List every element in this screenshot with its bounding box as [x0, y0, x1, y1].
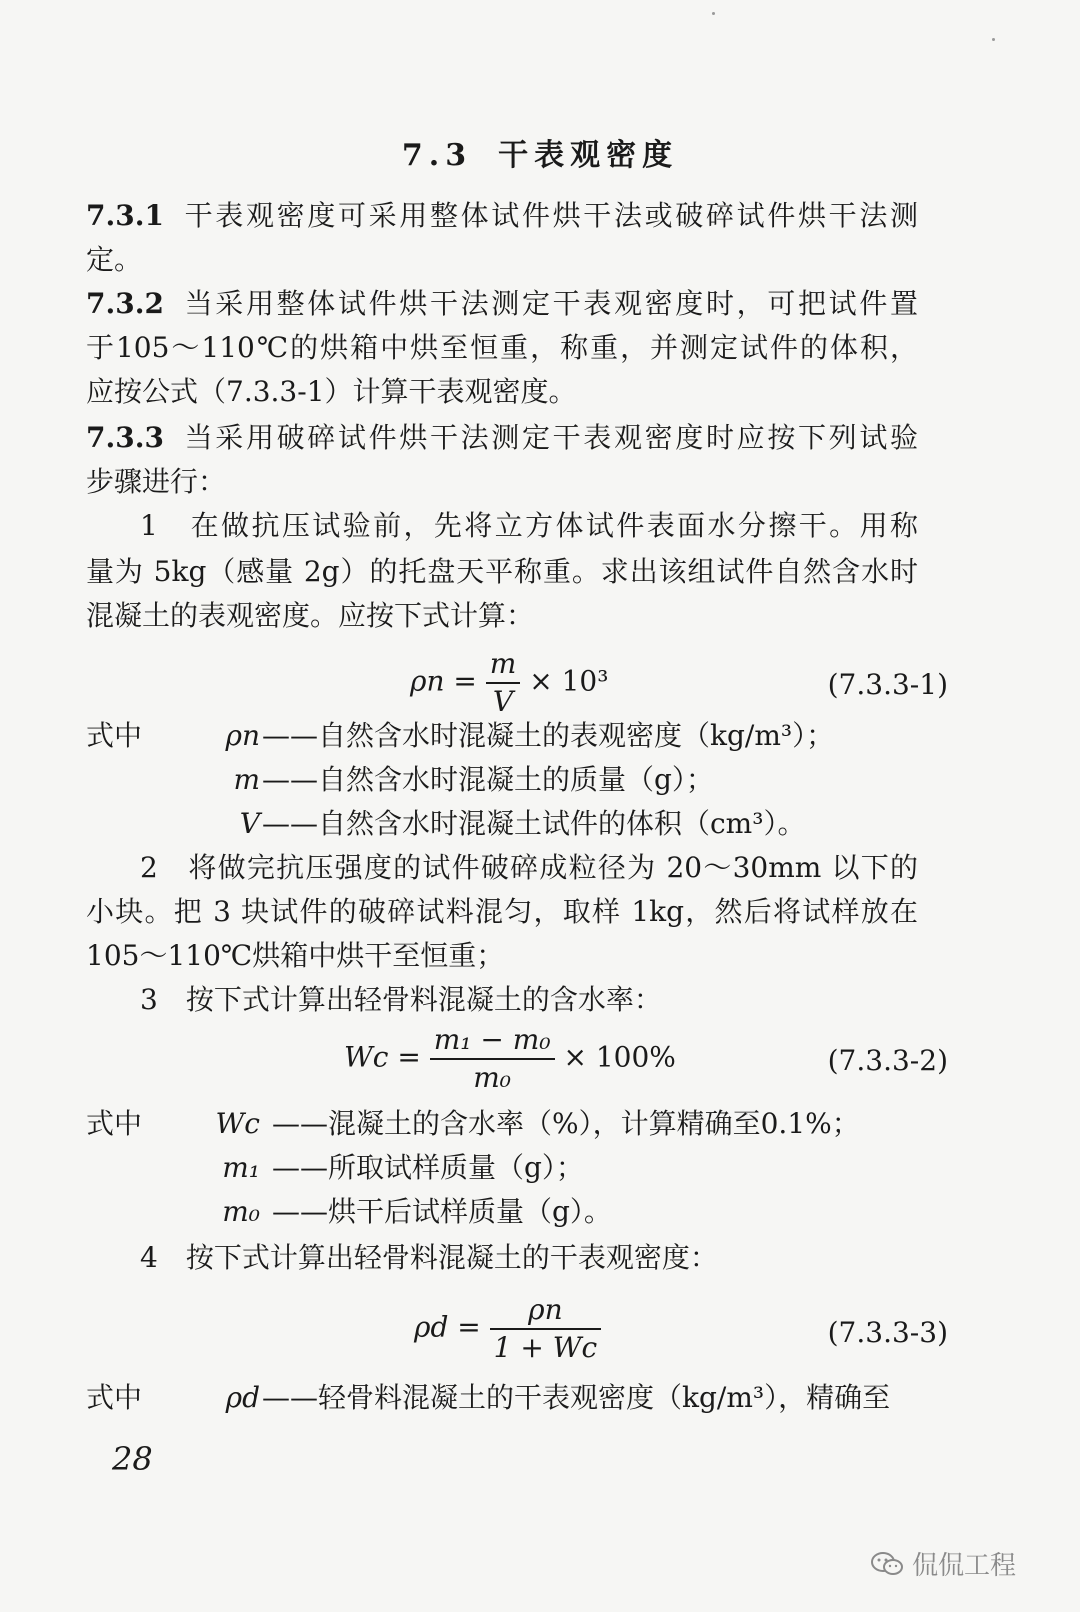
clause-text: 干表观密度可采用整体试件烘干法或破碎试件烘干法测 — [181, 199, 918, 232]
scan-speck — [992, 38, 995, 41]
symbol-wc: Wc — [215, 1107, 260, 1140]
section-title: 干表观密度 — [498, 138, 679, 173]
definition-m1: ——所取试样质量（g）； — [272, 1151, 584, 1184]
clause-7-3-1-line-1 — [86, 196, 918, 236]
wechat-icon — [870, 1551, 904, 1577]
clause-number: 7.3.2 — [86, 287, 164, 320]
symbol-v: V — [239, 807, 260, 840]
definition-rho-n: ——自然含水时混凝土的表观密度（kg/m³）； — [262, 719, 835, 752]
where-label: 式中 — [86, 1107, 143, 1140]
fraction-numerator: m₁ − m₀ — [433, 1023, 551, 1056]
fraction-denominator: 1 + Wc — [493, 1331, 598, 1364]
fraction-denominator: V — [492, 685, 514, 718]
equation-lhs: Wc = — [344, 1040, 421, 1074]
symbol-m: m — [233, 763, 260, 796]
symbol-rho-d: ρd — [225, 1381, 260, 1414]
clause-7-3-2-line-1 — [86, 284, 918, 324]
clause-text: 当采用整体试件烘干法测定干表观密度时，可把试件置 — [181, 287, 918, 320]
equation-lhs: ρn = — [410, 664, 477, 698]
section-heading — [0, 130, 1080, 174]
clause-7-3-3-line-1 — [86, 418, 918, 458]
watermark-text: 侃侃工程 — [911, 1551, 1016, 1581]
watermark — [870, 1545, 1016, 1582]
where-label: 式中 — [86, 719, 143, 752]
definition-rho-d: ——轻骨料混凝土的干表观密度（kg/m³），精确至 — [262, 1381, 891, 1414]
equation-lhs: ρd = — [414, 1310, 481, 1344]
equation-7-3-3-3 — [414, 1292, 601, 1366]
step-2-line-2: 小块。把 3 块试件的破碎试料混匀，取样 1kg，然后将试样放在 — [86, 895, 918, 928]
page-number: 28 — [112, 1440, 153, 1478]
clause-text: 当采用破碎试件烘干法测定干表观密度时应按下列试验 — [181, 421, 918, 454]
step-2-line-3: 105～110℃烘箱中烘干至恒重； — [86, 939, 505, 972]
step-1-line-1: 1 在做抗压试验前，先将立方体试件表面水分擦干。用称 — [140, 509, 918, 542]
clause-7-3-2-line-2: 于105～110℃的烘箱中烘至恒重，称重，并测定试件的体积， — [86, 331, 918, 364]
definition-m0: ——烘干后试样质量（g）。 — [272, 1195, 612, 1228]
clause-7-3-1-line-2: 定。 — [86, 243, 143, 276]
step-3-line-1: 3 按下式计算出轻骨料混凝土的含水率： — [140, 983, 662, 1016]
fraction-numerator: m — [489, 647, 517, 680]
equation-label: (7.3.3-2) — [827, 1044, 948, 1077]
equation-tail: × 100% — [563, 1040, 676, 1074]
symbol-rho-n: ρn — [225, 719, 260, 752]
equation-label: (7.3.3-1) — [827, 668, 948, 701]
symbol-m0: m₀ — [222, 1195, 260, 1228]
step-1-line-2: 量为 5kg（感量 2g）的托盘天平称重。求出该组试件自然含水时 — [86, 555, 918, 588]
equation-fraction — [430, 1022, 555, 1096]
step-4-line-1: 4 按下式计算出轻骨料混凝土的干表观密度： — [140, 1241, 718, 1274]
section-number: 7.3 — [401, 138, 473, 173]
equation-label: (7.3.3-3) — [827, 1316, 948, 1349]
scan-speck — [712, 12, 715, 15]
equation-fraction — [486, 646, 521, 720]
clause-number: 7.3.3 — [86, 421, 164, 454]
step-1-line-3: 混凝土的表观密度。应按下式计算： — [86, 599, 535, 632]
clause-7-3-3-line-2: 步骤进行： — [86, 465, 227, 498]
equation-7-3-3-1 — [410, 646, 608, 720]
fraction-denominator: m₀ — [473, 1061, 512, 1094]
definition-v: ——自然含水时混凝土试件的体积（cm³）。 — [262, 807, 806, 840]
equation-7-3-3-2 — [344, 1022, 676, 1096]
fraction-numerator: ρn — [528, 1293, 563, 1326]
definition-wc: ——混凝土的含水率（%），计算精确至0.1%； — [272, 1107, 860, 1140]
equation-fraction — [490, 1292, 602, 1366]
clause-7-3-2-line-3: 应按公式（7.3.3-1）计算干表观密度。 — [86, 375, 577, 408]
definition-m: ——自然含水时混凝土的质量（g）； — [262, 763, 714, 796]
equation-tail: × 10³ — [529, 664, 609, 698]
clause-number: 7.3.1 — [86, 199, 164, 232]
symbol-m1: m₁ — [222, 1151, 260, 1184]
where-label: 式中 — [86, 1381, 143, 1414]
step-2-line-1: 2 将做完抗压强度的试件破碎成粒径为 20～30mm 以下的 — [140, 851, 918, 884]
